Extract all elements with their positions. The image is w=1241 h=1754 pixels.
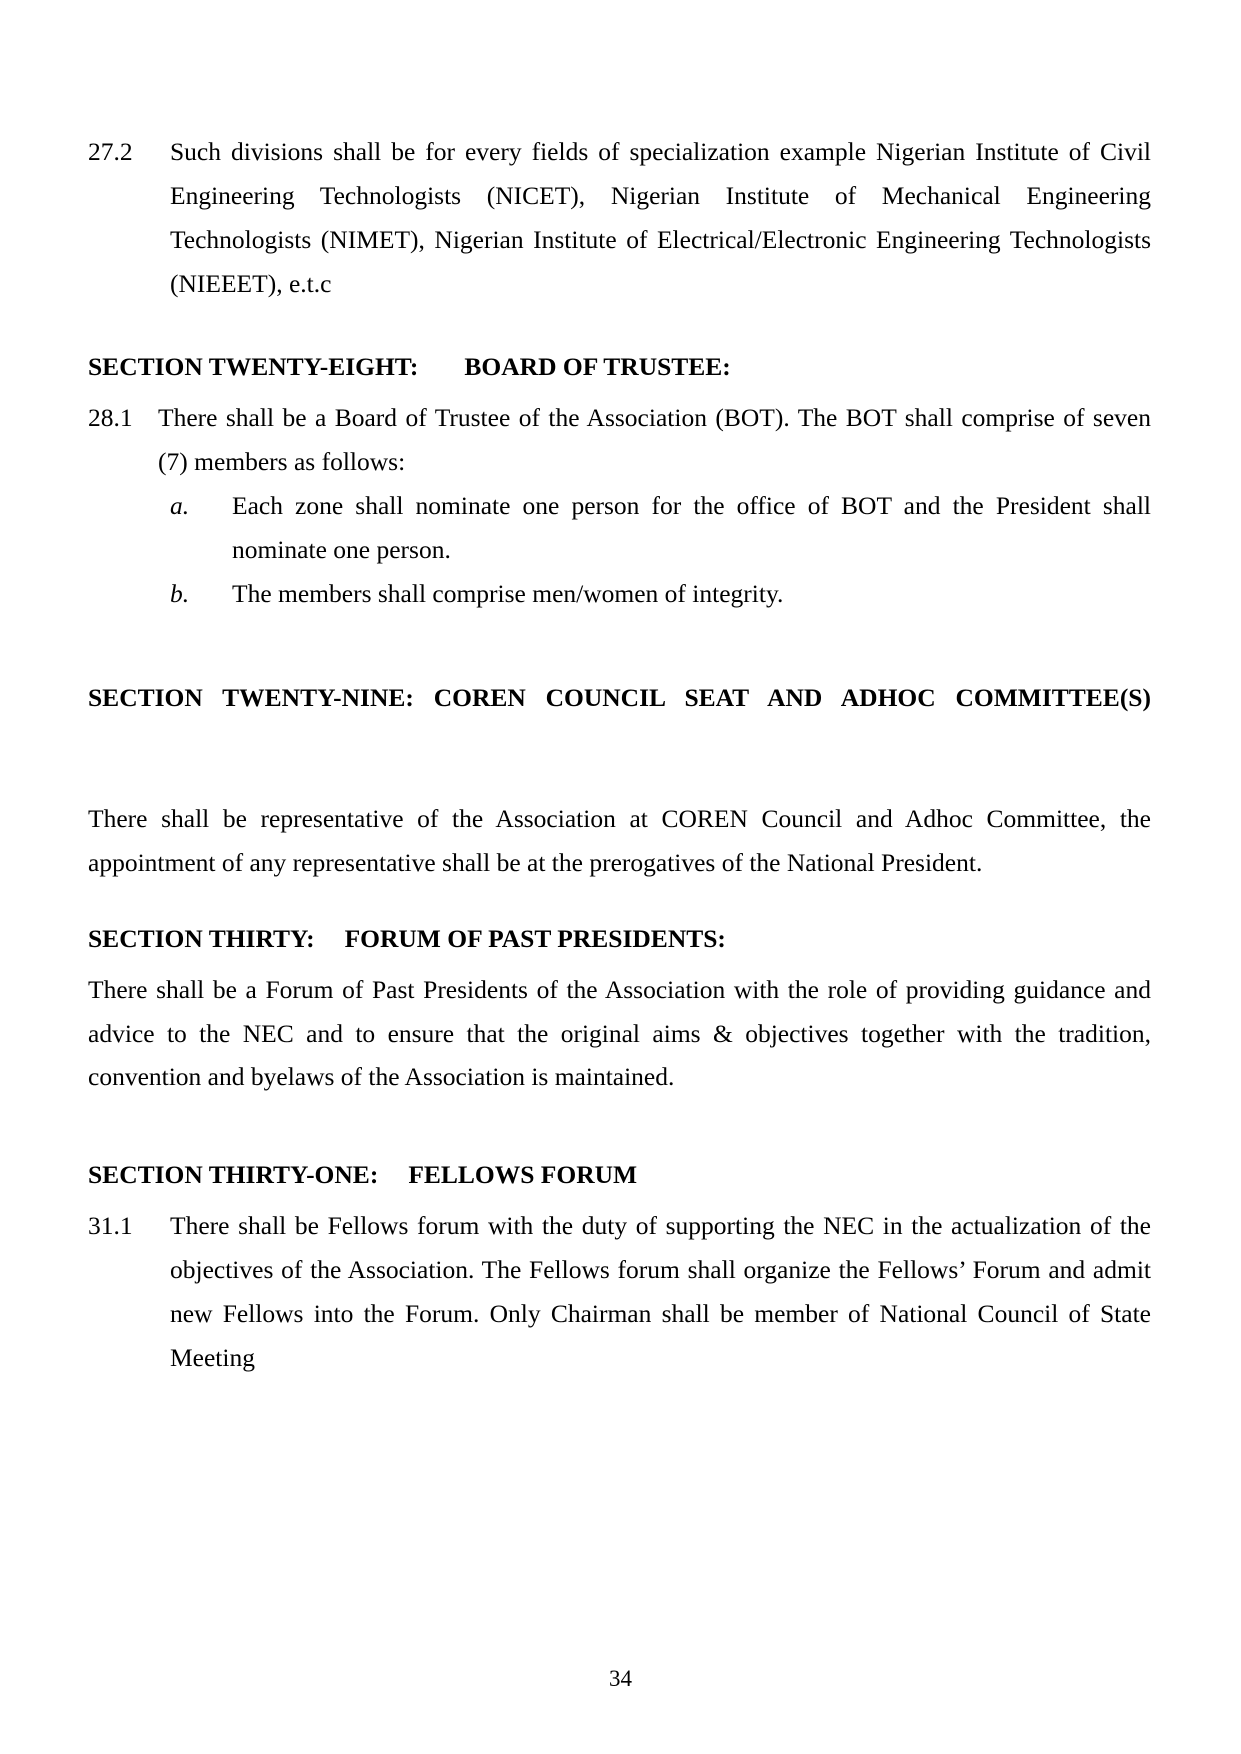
clause-28-1-text: There shall be a Board of Trustee of the Association (BOT). The BOT shall comprise of seven (7) members as follows:: [158, 403, 1151, 477]
section-30-heading-title: FORUM OF PAST PRESIDENTS:: [344, 923, 726, 953]
spacer: [88, 305, 1151, 347]
section-28-heading-label: SECTION TWENTY-EIGHT:: [88, 352, 419, 382]
clause-28-1-b: [88, 572, 1151, 616]
clause-28-1-b-text: The members shall comprise men/women of integrity.: [232, 578, 784, 608]
clause-28-1-b-number: b.: [170, 578, 190, 608]
clause-31-1: [88, 1204, 1151, 1379]
spacer: [88, 388, 1151, 396]
section-28-heading: [88, 347, 1151, 388]
clause-28-1-number: 28.1: [88, 403, 133, 433]
clause-31-1-number: 31.1: [88, 1211, 133, 1241]
section-29-body: There shall be representative of the Association at COREN Council and Adhoc Committee, the appointment of any representative shall be at the prerogatives of the National President.: [88, 804, 1151, 878]
spacer: [88, 1141, 1151, 1155]
section-31-heading-label: SECTION THIRTY-ONE:: [88, 1160, 379, 1190]
clause-27-2-number: 27.2: [88, 137, 133, 166]
spacer: [88, 1196, 1151, 1204]
section-30-heading-label: SECTION THIRTY:: [88, 923, 315, 953]
clause-28-1: [88, 396, 1151, 484]
spacer: [88, 885, 1151, 919]
section-31-heading: [88, 1155, 1151, 1196]
section-30-body: There shall be a Forum of Past Presidents of the Association with the role of providing guidance and advice to the NEC and to ensure that the original aims & objectives together with the tradition, convention and byelaws of the Association is maintained.: [88, 974, 1151, 1092]
clause-28-1-a: [88, 484, 1151, 572]
spacer: [88, 960, 1151, 968]
section-28-heading-title: BOARD OF TRUSTEE:: [464, 352, 731, 382]
clause-27-2: [88, 130, 1151, 305]
spacer: [88, 616, 1151, 676]
clause-28-1-a-text: Each zone shall nominate one person for the office of BOT and the President shall nominate one person.: [232, 490, 1151, 564]
clause-27-2-text: Such divisions shall be for every fields of specialization example Nigerian Institute of Civil Engineering Technologists (NICET), Nigerian Institute of Mechanical Engineering Technologists (NIMET), Nigerian Institute of Electrical/Electronic Engineering Technologists (NIEEET), e.t.c: [170, 137, 1151, 298]
spacer: [88, 763, 1151, 797]
clause-28-1-a-number: a.: [170, 490, 190, 520]
section-30-heading: [88, 919, 1151, 960]
section-31-heading-title: FELLOWS FORUM: [408, 1160, 638, 1190]
clause-31-1-text: There shall be Fellows forum with the duty of supporting the NEC in the actualization of the objectives of the Association. The Fellows forum shall organize the Fellows’ Forum and admit new Fellows into the Forum. Only Chairman shall be member of National Council of State Meeting: [170, 1211, 1151, 1372]
spacer: [88, 1099, 1151, 1141]
page-number: 34: [609, 1666, 632, 1691]
section-29-heading: SECTION TWENTY-NINE: COREN COUNCIL SEAT AND ADHOC COMMITTEE(S): [88, 682, 1151, 712]
